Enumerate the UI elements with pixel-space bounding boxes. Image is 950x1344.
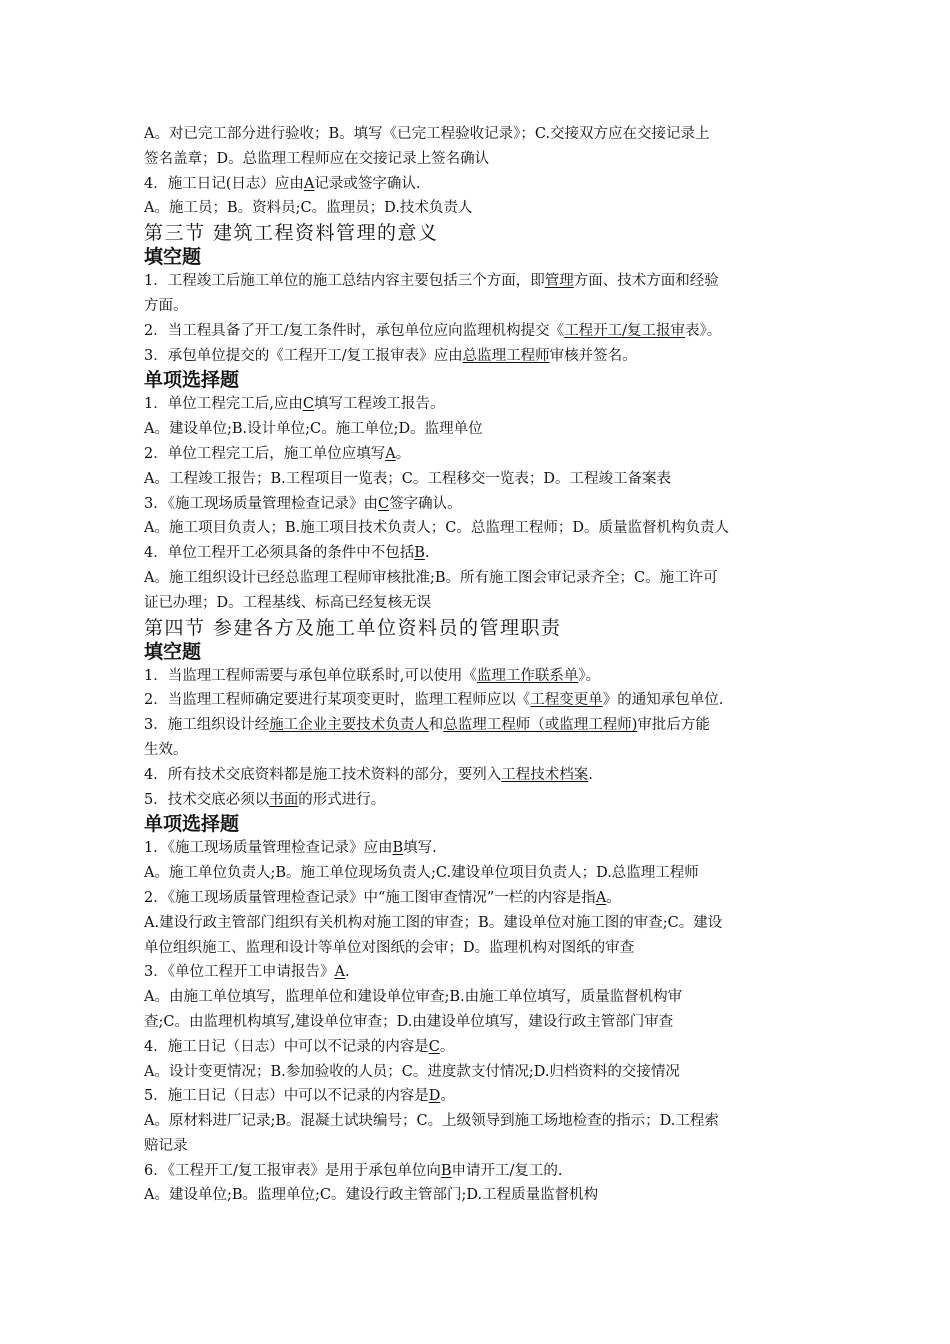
text-segment: A。施工单位负责人;B。施工单位现场负责人;C.建设单位项目负责人；D.总监理工程师 xyxy=(144,865,699,882)
answer-text: D xyxy=(428,1088,441,1105)
text-line xyxy=(144,541,824,566)
text-segment: 的形式进行。 xyxy=(298,791,386,808)
answer-text: A xyxy=(303,175,315,192)
text-line xyxy=(144,1109,824,1134)
text-segment: 签名盖章；D。总监理工程师应在交接记录上签名确认 xyxy=(144,150,490,167)
text-line xyxy=(144,788,824,813)
text-segment: 3．施工组织设计经 xyxy=(144,717,270,734)
answer-text: B xyxy=(440,1162,452,1179)
answer-text: 管理 xyxy=(544,273,574,290)
text-line xyxy=(144,442,824,467)
text-line xyxy=(144,911,824,936)
text-segment: 生效。 xyxy=(144,741,188,758)
text-line xyxy=(144,1060,824,1085)
text-line xyxy=(144,836,824,861)
subsection-heading xyxy=(144,812,824,836)
text-segment: 填写工程竣工报告。 xyxy=(313,396,445,413)
text-line xyxy=(144,122,824,147)
text-line xyxy=(144,1010,824,1035)
text-segment: 方面、技术方面和经验 xyxy=(573,273,719,290)
text-segment: . xyxy=(588,766,593,783)
text-line xyxy=(144,269,824,294)
text-segment: 3．《单位工程开工申请报告》 xyxy=(144,964,335,981)
text-segment: 2．当工程具备了开工/复工条件时，承包单位应向监理机构提交《 xyxy=(144,322,565,339)
text-segment: 查;C。由监理机构填写,建设单位审查；D.由建设单位填写，建设行政主管部门审查 xyxy=(144,1013,674,1030)
text-segment: 4．单位工程开工必须具备的条件中不包括 xyxy=(144,545,415,562)
text-line xyxy=(144,319,824,344)
text-line xyxy=(144,960,824,985)
text-segment: A。建设单位;B。监理单位;C。建设行政主管部门;D.工程质量监督机构 xyxy=(144,1187,599,1204)
text-segment: 6．《工程开工/复工报审表》是用于承包单位向 xyxy=(144,1162,441,1179)
text-segment: 第四节 参建各方及施工单位资料员的管理职责 xyxy=(144,616,562,639)
answer-text: 书面 xyxy=(269,791,299,808)
text-line xyxy=(144,1035,824,1060)
answer-text: C xyxy=(302,396,314,413)
text-line xyxy=(144,1159,824,1184)
text-segment: 。 xyxy=(606,889,621,906)
text-segment: 。 xyxy=(395,445,411,462)
text-segment: 5．施工日记（日志）中可以不记录的内容是 xyxy=(144,1088,429,1105)
text-segment: 2．《施工现场质量管理检查记录》中“施工图审查情况”一栏的内容是指 xyxy=(144,889,596,906)
text-segment: 1．《施工现场质量管理检查记录》应由 xyxy=(144,840,393,857)
text-segment: 申请开工/复工的. xyxy=(451,1162,563,1179)
answer-text: 工程变更单 xyxy=(530,692,603,709)
text-segment: 2．当监理工程师确定要进行某项变更时，监理工程师应以《 xyxy=(144,692,531,709)
text-segment: A。施工组织设计已经总监理工程师审核批准;B。所有施工图会审记录齐全；C。施工许可 xyxy=(144,569,718,586)
text-segment: A。对已完工部分进行验收；B。填写《已完工程验收记录》；C.交接双方应在交接记录上 xyxy=(144,126,710,142)
text-line xyxy=(144,492,824,517)
text-segment: 单项选择题 xyxy=(144,813,240,836)
text-segment: 3．承包单位提交的《工程开工/复工报审表》应由 xyxy=(144,347,463,364)
text-line xyxy=(144,1183,824,1208)
text-line xyxy=(144,172,824,197)
text-segment: 审批后方能 xyxy=(637,717,710,734)
text-segment: A。原材料进厂记录;B。混凝土试块编号；C。上级领导到施工场地检查的指示；D.工程索 xyxy=(144,1113,719,1130)
text-line xyxy=(144,664,824,689)
answer-text: 施工企业主要技术负责人 xyxy=(269,717,429,734)
subsection-heading xyxy=(144,245,824,269)
text-segment: A。由施工单位填写，监理单位和建设单位审查;B.由施工单位填写，质量监督机构审 xyxy=(144,989,683,1006)
text-segment: A。施工项目负责人；B.施工项目技术负责人；C。总监理工程师；D。质量监督机构负责人 xyxy=(144,520,729,537)
text-line xyxy=(144,1134,824,1159)
text-segment: 4．施工日记(日志）应由 xyxy=(144,175,304,192)
text-line xyxy=(144,467,824,492)
text-segment: A.建设行政主管部门组织有关机构对施工图的审查；B。建设单位对施工图的审查;C。建设 xyxy=(144,914,723,931)
text-segment: 1．工程竣工后施工单位的施工总结内容主要包括三个方面，即 xyxy=(144,273,545,290)
text-segment: 4．施工日记（日志）中可以不记录的内容是 xyxy=(144,1038,429,1055)
text-segment: 5．技术交底必须以 xyxy=(144,791,270,808)
section-heading xyxy=(144,616,824,640)
text-segment: 方面。 xyxy=(144,297,188,314)
text-segment: 证已办理；D。工程基线、标高已经复核无误 xyxy=(144,594,432,611)
text-line xyxy=(144,566,824,591)
text-segment: 1．单位工程完工后,应由 xyxy=(144,396,303,413)
answer-text: B xyxy=(392,840,404,857)
text-line xyxy=(144,591,824,616)
text-line xyxy=(144,147,824,172)
text-segment: 记录或签字确认. xyxy=(314,175,421,192)
document-page xyxy=(144,122,824,1208)
text-segment: 。 xyxy=(440,1088,455,1105)
text-segment: 赔记录 xyxy=(144,1137,188,1154)
text-line xyxy=(144,1084,824,1109)
text-segment: 。 xyxy=(439,1038,455,1055)
text-line xyxy=(144,688,824,713)
text-segment: . xyxy=(344,964,350,981)
text-segment: 和 xyxy=(428,717,444,734)
text-segment: 审核并签名。 xyxy=(549,347,637,364)
text-segment: 》。 xyxy=(578,667,601,684)
text-segment: 第三节 建筑工程资料管理的意义 xyxy=(144,222,439,245)
answer-text: A xyxy=(385,445,396,462)
text-segment: 填空题 xyxy=(144,246,202,269)
text-segment: . xyxy=(424,545,430,562)
text-segment: 1．当监理工程师需要与承包单位联系时,可以使用《 xyxy=(144,667,477,684)
text-line xyxy=(144,294,824,319)
text-line xyxy=(144,861,824,886)
text-segment: 》的通知承包单位. xyxy=(602,692,724,709)
answer-text: C xyxy=(428,1038,440,1055)
text-line xyxy=(144,196,824,221)
text-segment: 填写. xyxy=(403,840,437,857)
text-line xyxy=(144,886,824,911)
answer-text: 总监理工程师（或监理工程师) xyxy=(443,717,638,734)
section-heading xyxy=(144,221,824,245)
text-line xyxy=(144,344,824,369)
text-segment: 表》。 xyxy=(685,322,722,339)
answer-text: 监理工作联系单 xyxy=(476,667,579,684)
subsection-heading xyxy=(144,640,824,664)
text-segment: A。设计变更情况；B.参加验收的人员；C。进度款支付情况;D.归档资料的交接情况 xyxy=(144,1063,680,1080)
text-segment: 单项选择题 xyxy=(144,369,240,392)
answer-text: 工程开工/复工报审 xyxy=(564,322,685,339)
text-segment: 签字确认。 xyxy=(389,495,462,512)
text-segment: 4．所有技术交底资料都是施工技术资料的部分，要列入 xyxy=(144,766,502,783)
subsection-heading xyxy=(144,368,824,392)
text-segment: 3．《施工现场质量管理检查记录》由 xyxy=(144,495,378,512)
text-line xyxy=(144,713,824,738)
answer-text: B xyxy=(414,545,425,562)
text-segment: 2．单位工程完工后，施工单位应填写 xyxy=(144,445,386,462)
text-line xyxy=(144,516,824,541)
answer-text: C xyxy=(377,495,390,512)
text-line xyxy=(144,936,824,961)
answer-text: A xyxy=(334,964,345,981)
text-segment: A。建设单位;B.设计单位;C。施工单位;D。监理单位 xyxy=(144,421,483,438)
text-segment: A。施工员；B。资料员;C。监理员；D.技术负责人 xyxy=(144,200,473,217)
text-segment: 填空题 xyxy=(144,640,202,663)
text-line xyxy=(144,417,824,442)
text-line xyxy=(144,392,824,417)
text-segment: 单位组织施工、监理和设计等单位对图纸的会审；D。监理机构对图纸的审查 xyxy=(144,939,635,956)
text-line xyxy=(144,985,824,1010)
text-segment: A。工程竣工报告；B.工程项目一览表；C。工程移交一览表；D。工程竣工备案表 xyxy=(144,470,671,487)
answer-text: 总监理工程师 xyxy=(462,347,550,364)
answer-text: 工程技术档案 xyxy=(501,766,589,783)
answer-text: A xyxy=(595,889,607,906)
text-line xyxy=(144,738,824,763)
text-line xyxy=(144,763,824,788)
